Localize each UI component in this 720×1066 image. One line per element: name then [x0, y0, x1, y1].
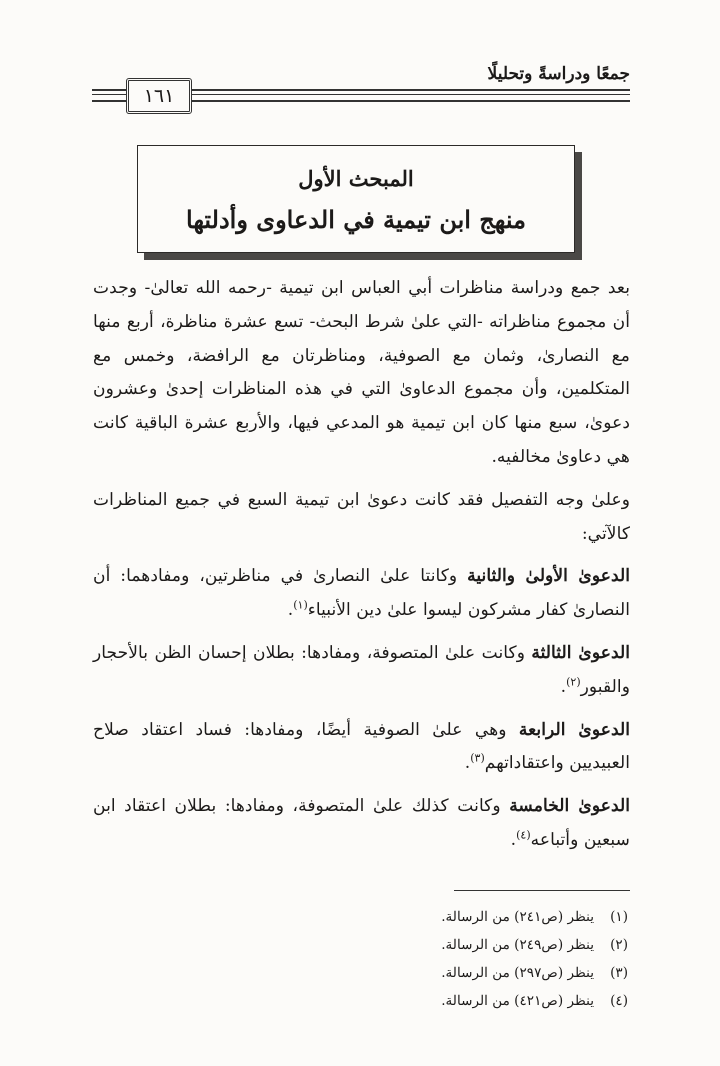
page-number: ١٦١	[126, 78, 192, 114]
section-subheading: منهج ابن تيمية في الدعاوى وأدلتها	[186, 205, 526, 234]
claim-label: الدعوىٰ الثالثة	[531, 642, 630, 663]
footnote-ref[interactable]: (٢)	[566, 675, 581, 689]
footnote-ref[interactable]: (١)	[293, 598, 308, 612]
section-heading: المبحث الأول	[298, 166, 414, 191]
claim-paragraph-3: الدعوىٰ الرابعة وهي علىٰ الصوفية أيضًا، ومفادها: فساد اعتقاد صلاح العبيديين واعتقاداتهم$^{(٣)}$.	[93, 719, 630, 774]
claim-paragraph-2: الدعوىٰ الثالثة وكانت علىٰ المتصوفة، ومفادها: بطلان إحسان الظن بالأحجار والقبور$^{(٢)}$.	[93, 642, 630, 697]
claim-label: الدعوىٰ الرابعة	[518, 719, 630, 740]
footnote-number: (٤)	[610, 993, 628, 1009]
footnote-item	[300, 959, 628, 987]
footnote-item	[300, 903, 628, 931]
claim-label: الدعوىٰ الأولىٰ والثانية	[467, 566, 630, 587]
claim-label: الدعوىٰ الخامسة	[509, 796, 631, 817]
footnotes	[300, 903, 628, 1015]
section-title-box	[137, 145, 575, 253]
detail-paragraph: وعلىٰ وجه التفصيل فقد كانت دعوىٰ ابن تيمية السبع في جميع المناظرات كالآتي:	[93, 489, 630, 544]
running-title: جمعًا ودراسةً وتحليلًا	[487, 64, 630, 84]
footnote-text: ينظر (ص٢٤٩) من الرسالة.	[441, 937, 594, 953]
claim-text: وكانتا علىٰ النصارىٰ في مناظرتين، ومفادهما: أن النصارىٰ كفار مشركون ليسوا علىٰ دين الأنبياء	[93, 566, 630, 621]
claim-text: وهي علىٰ الصوفية أيضًا، ومفادها: فساد اعتقاد صلاح العبيديين واعتقاداتهم	[93, 719, 630, 774]
body-text	[93, 272, 630, 867]
footnote-text: ينظر (ص٢٩٧) من الرسالة.	[441, 965, 594, 981]
footnote-text: ينظر (ص٤٢١) من الرسالة.	[441, 993, 594, 1009]
claim-paragraph-1: الدعوىٰ الأولىٰ والثانية وكانتا علىٰ النصارىٰ في مناظرتين، ومفادهما: أن النصارىٰ كفار مشركون ليسوا علىٰ دين الأنبياء$^{(١)}$.	[93, 566, 630, 621]
footnote-text: ينظر (ص٢٤١) من الرسالة.	[441, 909, 594, 925]
footnote-ref[interactable]: (٣)	[470, 751, 485, 765]
footnote-number: (٣)	[610, 965, 628, 981]
footnote-divider	[454, 890, 630, 891]
footnote-number: (١)	[610, 909, 628, 925]
intro-paragraph: بعد جمع ودراسة مناظرات أبي العباس ابن تيمية -رحمه الله تعالىٰ- وجدت أن مجموع مناظراته -التي علىٰ شرط البحث- تسع عشرة مناظرة، أربع منها مع النصارىٰ، وثمان مع الصوفية، ومناظرتان مع الرافضة، وخمس مع المتكلمين، وأن مجموع الدعاوىٰ التي في هذه المناظرات إحدىٰ وعشرون دعوىٰ، سبع منها كان ابن تيمية هو المدعي فيها، والأربع عشرة الباقية كانت هي دعاوىٰ مخالفيه.	[93, 278, 630, 467]
footnote-number: (٢)	[610, 937, 628, 953]
footnote-ref[interactable]: (٤)	[516, 828, 531, 842]
footnote-item	[300, 931, 628, 959]
claim-text: وكانت كذلك علىٰ المتصوفة، ومفادها: بطلان اعتقاد ابن سبعين وأتباعه	[93, 796, 630, 850]
claim-text: وكانت علىٰ المتصوفة، ومفادها: بطلان إحسان الظن بالأحجار والقبور	[93, 642, 630, 697]
footnote-item	[300, 987, 628, 1015]
claim-paragraph-4: الدعوىٰ الخامسة وكانت كذلك علىٰ المتصوفة، ومفادها: بطلان اعتقاد ابن سبعين وأتباعه$^{(٤)}$.	[93, 796, 631, 850]
